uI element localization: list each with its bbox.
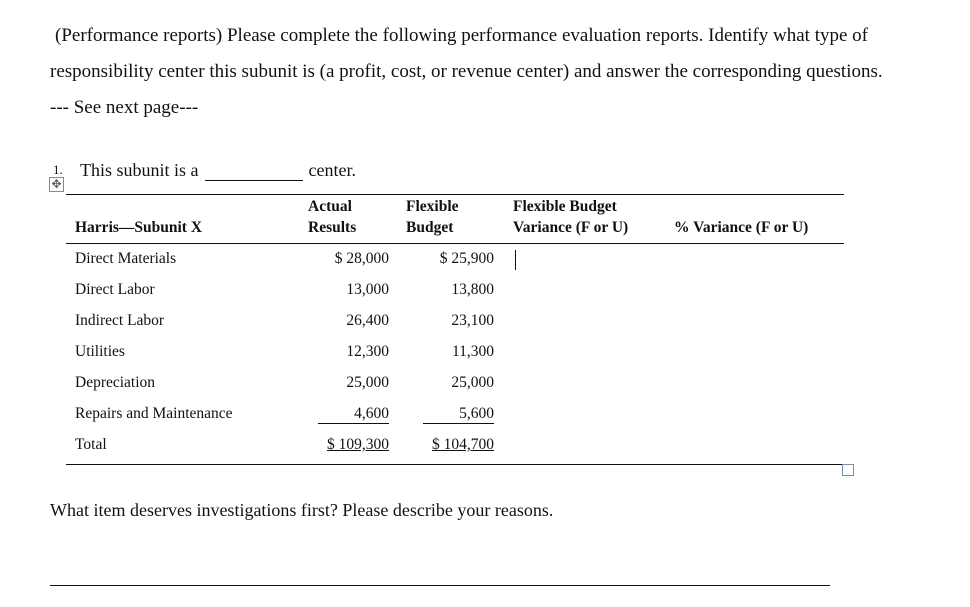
actual-total-cell: $ 109,300	[327, 436, 389, 453]
table-bottom-rule	[66, 464, 844, 465]
instructions	[50, 18, 930, 126]
col-flexible-header	[406, 196, 459, 238]
table-top-rule	[66, 194, 844, 195]
instructions-line-1: (Performance reports) Please complete the following performance evaluation reports. Identify what type of	[55, 25, 869, 46]
text-cursor	[515, 250, 516, 270]
actual-cell: 12,300	[346, 343, 389, 360]
flexible-total-cell: $ 104,700	[432, 436, 494, 453]
question-2: What item deserves investigations first? Please describe your reasons.	[50, 500, 554, 520]
flexible-cell: 25,000	[451, 374, 494, 391]
table-header-rule	[66, 243, 844, 244]
actual-cell: $ 28,000	[334, 250, 389, 267]
col-pct-header: % Variance (F or U)	[674, 219, 809, 236]
actual-cell: 25,000	[346, 374, 389, 391]
table-row-label: Total	[75, 436, 107, 453]
table-resize-handle-icon[interactable]	[842, 464, 854, 476]
actual-cell: 13,000	[346, 281, 389, 298]
col-actual-line-1: Actual	[308, 198, 352, 215]
flexible-cell: 13,800	[451, 281, 494, 298]
flexible-cell: 11,300	[451, 343, 494, 360]
question-1-number: 1.	[53, 162, 63, 177]
table-row-label: Repairs and Maintenance	[75, 405, 233, 422]
table-row-label: Depreciation	[75, 374, 156, 391]
question-1-prefix: This subunit is a	[80, 160, 199, 180]
row-header: Harris—Subunit X	[75, 219, 203, 236]
col-flexible-line-2: Budget	[406, 219, 454, 236]
col-actual-header	[308, 196, 356, 238]
flexible-cell: $ 25,900	[439, 250, 494, 267]
flexible-cell: 5,600	[423, 405, 494, 424]
actual-cell: 26,400	[346, 312, 389, 329]
table-row-label: Indirect Labor	[75, 312, 165, 329]
instructions-line-2: responsibility center this subunit is (a profit, cost, or revenue center) and answer the corresponding questions.	[50, 61, 883, 82]
flexible-cell: 23,100	[451, 312, 494, 329]
instructions-line-3: --- See next page---	[50, 97, 199, 118]
col-flexible-line-1: Flexible	[406, 198, 459, 215]
table-move-handle-icon[interactable]: ✥	[49, 177, 64, 192]
table-row-label: Utilities	[75, 343, 125, 360]
table-row-label: Direct Materials	[75, 250, 177, 267]
col-variance-line-2: Variance (F or U)	[513, 219, 629, 236]
question-1-suffix: center.	[308, 160, 356, 180]
col-variance-header	[513, 196, 628, 238]
answer-line[interactable]	[50, 585, 830, 586]
col-actual-line-2: Results	[308, 219, 357, 236]
table-row-label: Direct Labor	[75, 281, 155, 298]
center-type-blank[interactable]	[205, 163, 303, 181]
col-variance-line-1: Flexible Budget	[513, 198, 617, 215]
actual-cell: 4,600	[318, 405, 389, 424]
